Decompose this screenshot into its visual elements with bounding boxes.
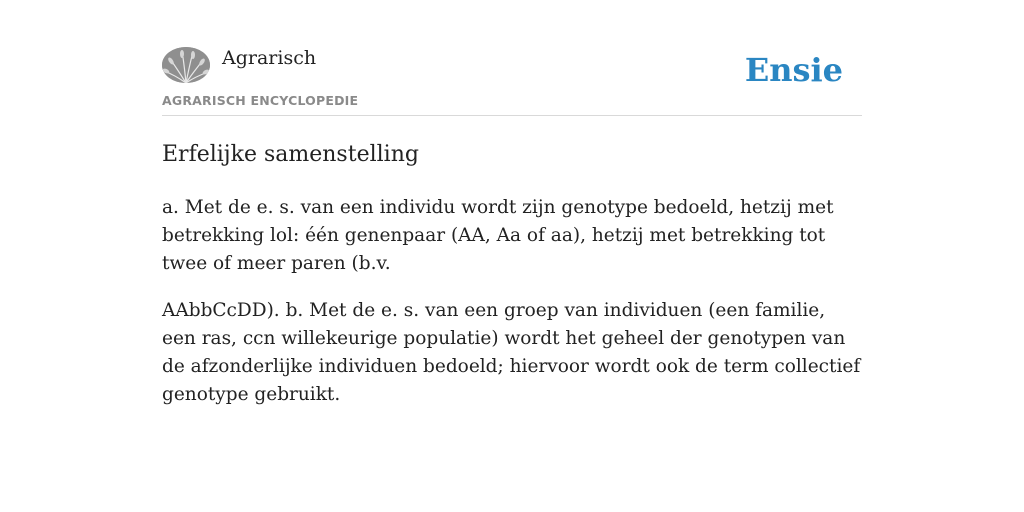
header xyxy=(162,0,862,116)
source-name[interactable]: Agrarisch xyxy=(222,47,317,69)
wheat-icon[interactable] xyxy=(162,47,210,83)
article-paragraph-1: a. Met de e. s. van een individu wordt zijn genotype bedoeld, hetzij met betrekking lol: één genenpaar (AA, Aa of aa), hetzij met betrekking tot twee of meer paren (b.v. xyxy=(162,197,834,274)
page xyxy=(162,0,862,409)
source-subtitle: AGRARISCH ENCYCLOPEDIE xyxy=(162,93,359,108)
ensie-logo-link[interactable]: Ensie xyxy=(744,51,843,89)
article-paragraph-2: AAbbCcDD). b. Met de e. s. van een groep van individuen (een familie, een ras, ccn willekeurige populatie) wordt het geheel der genotypen van de afzonderlijke individuen bedoeld; hiervoor wordt ook de term collectief genotype gebruikt. xyxy=(162,300,861,405)
article-title: Erfelijke samenstelling xyxy=(162,142,419,167)
